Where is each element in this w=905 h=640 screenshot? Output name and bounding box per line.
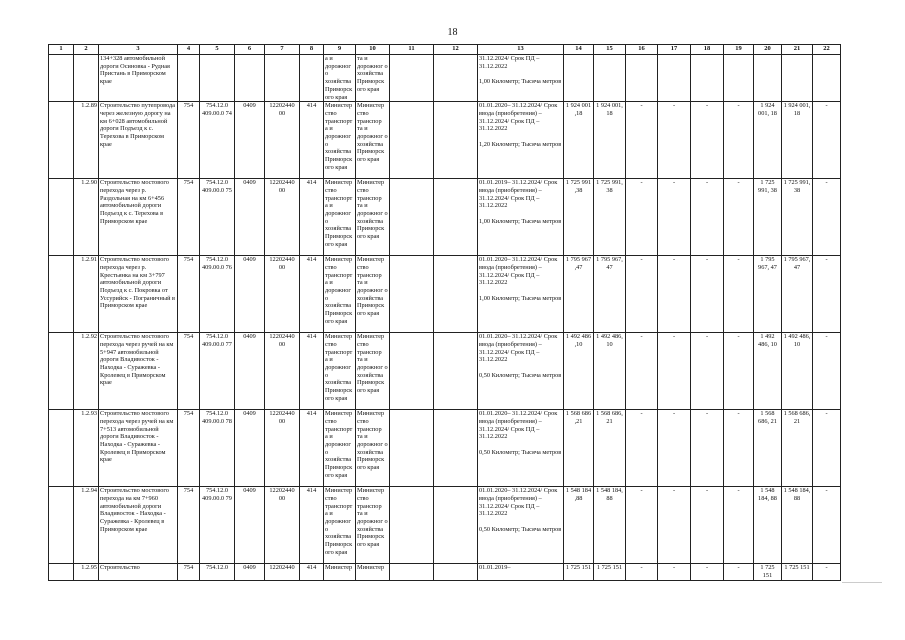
cell-v15: 1 548 184, 88 (594, 487, 626, 564)
column-header-18: 18 (691, 45, 724, 55)
cell-v18: - (691, 102, 724, 179)
scan-artifact-line (842, 582, 882, 583)
cell-name: 134+328 автомобильной дороги Осиновка - Рудная Пристань в Приморском крае (99, 55, 178, 102)
cell-v18 (691, 55, 724, 102)
cell-c8: 414 (300, 564, 324, 580)
column-header-15: 15 (594, 45, 626, 55)
cell-name: Строительство мостового перехода через ручей на км 5+947 автомобильной дороги Владивосток - Находка - Суражевка - Кролевец в Приморском крае (99, 333, 178, 410)
cell-name: Строительство мостового перехода через р. Крестьянка на км 3+797 автомобильной дороги Подъезд к с. Покровка от Уссурийск - Пограничный в Приморском крае (99, 256, 178, 333)
cell-c8 (300, 55, 324, 102)
cell-v14: 1 492 486 ,10 (564, 333, 594, 410)
investment-table (48, 44, 841, 581)
cell-v17: - (658, 487, 691, 564)
cell-c6: 0409 (235, 333, 265, 410)
table-row (49, 333, 841, 410)
cell-v14: 1 924 001 ,18 (564, 102, 594, 179)
cell-period: 01.01.2020– 31.12.2024/ Срок ввода (приобретения) – 31.12.2024/ Срок ПД – 31.12.2022 (479, 256, 558, 287)
cell-period-capacity (478, 410, 564, 487)
cell-v16: - (626, 487, 658, 564)
cell-c7: 12202440 00 (265, 179, 300, 256)
column-header-5: 5 (200, 45, 235, 55)
cell-period: 01.01.2020– 31.12.2024/ Срок ввода (приобретения) – 31.12.2024/ Срок ПД – 31.12.2022 (479, 410, 558, 441)
cell-v16: - (626, 179, 658, 256)
column-header-2: 2 (74, 45, 99, 55)
cell-v22: - (813, 487, 841, 564)
cell-c10: Министер ство транспор та и дорожног о хозяйства Приморск ого края (356, 102, 390, 179)
cell-c10: Министер ство транспор та и дорожног о хозяйства Приморск ого края (356, 256, 390, 333)
column-header-13: 13 (478, 45, 564, 55)
cell-v21: 1 725 151 (782, 564, 813, 580)
cell-v14: 1 568 686 ,21 (564, 410, 594, 487)
cell-capacity: 1,00 Километр; Тысяча метров (479, 217, 562, 225)
cell-col-1 (49, 102, 74, 179)
cell-c9: Министер ство транспорт а и дорожног о хозяйства Приморск ого края (324, 410, 356, 487)
cell-v15 (594, 55, 626, 102)
cell-v17 (658, 55, 691, 102)
column-header-20: 20 (754, 45, 782, 55)
cell-c9: Министер ство транспорт а и дорожног о хозяйства Приморск ого края (324, 333, 356, 410)
cell-c8: 414 (300, 102, 324, 179)
cell-c5: 754.12.0 409.00.0 78 (200, 410, 235, 487)
cell-c6: 0409 (235, 487, 265, 564)
line-gap (479, 364, 562, 372)
cell-col-1 (49, 564, 74, 580)
cell-v19: - (724, 256, 754, 333)
cell-c7: 12202440 00 (265, 102, 300, 179)
cell-empty (390, 333, 434, 410)
cell-v20: 1 568 686, 21 (754, 410, 782, 487)
cell-v19: - (724, 333, 754, 410)
cell-v22: - (813, 410, 841, 487)
cell-c10: Министер ство транспор та и дорожног о хозяйства Приморск ого края (356, 487, 390, 564)
cell-v17: - (658, 102, 691, 179)
cell-c5: 754.12.0 409.00.0 79 (200, 487, 235, 564)
line-gap (479, 70, 562, 78)
column-header-10: 10 (356, 45, 390, 55)
cell-v22: - (813, 102, 841, 179)
cell-col-1 (49, 410, 74, 487)
cell-c5: 754.12.0 (200, 564, 235, 580)
line-gap (479, 518, 562, 526)
cell-v16: - (626, 333, 658, 410)
cell-v21: 1 492 486, 10 (782, 333, 813, 410)
cell-capacity: 0,50 Километр; Тысяча метров (479, 448, 562, 456)
cell-v16: - (626, 102, 658, 179)
cell-v20 (754, 55, 782, 102)
cell-v21: 1 725 991, 38 (782, 179, 813, 256)
cell-c6: 0409 (235, 564, 265, 580)
cell-c5: 754.12.0 409.00.0 74 (200, 102, 235, 179)
column-header-14: 14 (564, 45, 594, 55)
cell-col-1 (49, 333, 74, 410)
cell-v19: - (724, 102, 754, 179)
cell-v16: - (626, 410, 658, 487)
cell-v21: 1 548 184, 88 (782, 487, 813, 564)
cell-period-capacity (478, 564, 564, 580)
cell-v20: 1 924 001, 18 (754, 102, 782, 179)
cell-v22: - (813, 564, 841, 580)
cell-v21: 1 568 686, 21 (782, 410, 813, 487)
cell-c5: 754.12.0 409.00.0 76 (200, 256, 235, 333)
cell-capacity: 1,20 Километр; Тысяча метров (479, 140, 562, 148)
table-row (49, 179, 841, 256)
line-gap (479, 287, 562, 295)
cell-v20: 1 492 486, 10 (754, 333, 782, 410)
cell-c7: 12202440 00 (265, 410, 300, 487)
cell-c7: 12202440 00 (265, 333, 300, 410)
cell-v16 (626, 55, 658, 102)
cell-col-1 (49, 55, 74, 102)
cell-v16: - (626, 564, 658, 580)
cell-empty (390, 179, 434, 256)
cell-c8: 414 (300, 179, 324, 256)
cell-c9: Министер ство транспорт а и дорожног о хозяйства Приморск ого края (324, 179, 356, 256)
cell-c4 (178, 55, 200, 102)
column-header-11: 11 (390, 45, 434, 55)
cell-empty (434, 487, 478, 564)
cell-v20: 1 548 184, 88 (754, 487, 782, 564)
cell-capacity: 1,00 Километр; Тысяча метров (479, 78, 562, 86)
cell-v18: - (691, 487, 724, 564)
column-header-21: 21 (782, 45, 813, 55)
cell-c7: 12202440 00 (265, 256, 300, 333)
cell-v15: 1 492 486, 10 (594, 333, 626, 410)
cell-c9: Министер ство транспорт а и дорожног о хозяйства Приморск ого края (324, 256, 356, 333)
cell-v14: 1 795 967 ,47 (564, 256, 594, 333)
cell-period: 01.01.2020– 31.12.2024/ Срок ввода (приобретения) – 31.12.2024/ Срок ПД – 31.12.2022 (479, 487, 558, 518)
cell-period-capacity (478, 256, 564, 333)
cell-empty (434, 55, 478, 102)
cell-period-capacity (478, 102, 564, 179)
cell-c4: 754 (178, 487, 200, 564)
table-row (49, 55, 841, 102)
cell-period: 01.01.2020– 31.12.2024/ Срок ввода (приобретения) – 31.12.2024/ Срок ПД – 31.12.2022 (479, 102, 558, 133)
cell-c4: 754 (178, 179, 200, 256)
cell-period-capacity (478, 179, 564, 256)
cell-capacity: 0,50 Километр; Тысяча метров (479, 525, 562, 533)
cell-name: Строительство (99, 564, 178, 580)
cell-num: 1.2.91 (74, 256, 99, 333)
cell-c4: 754 (178, 256, 200, 333)
cell-name: Строительство мостового перехода через ручей на км 7+513 автомобильной дороги Владивосток - Находка - Суражевка - Кролевец в Приморском крае (99, 410, 178, 487)
cell-empty (390, 102, 434, 179)
cell-c7: 12202440 00 (265, 487, 300, 564)
cell-num (74, 55, 99, 102)
cell-v16: - (626, 256, 658, 333)
cell-period: 01.01.2019– (479, 564, 511, 572)
cell-c10: Министер (356, 564, 390, 580)
cell-v15: 1 795 967, 47 (594, 256, 626, 333)
cell-empty (434, 564, 478, 580)
page-number: 18 (447, 27, 458, 38)
cell-col-1 (49, 256, 74, 333)
cell-v19: - (724, 179, 754, 256)
cell-c10: Министер ство транспор та и дорожног о хозяйства Приморск ого края (356, 410, 390, 487)
cell-period-capacity (478, 487, 564, 564)
cell-c8: 414 (300, 487, 324, 564)
cell-v20: 1 725 991, 38 (754, 179, 782, 256)
cell-c5 (200, 55, 235, 102)
cell-c8: 414 (300, 410, 324, 487)
cell-num: 1.2.90 (74, 179, 99, 256)
cell-col-1 (49, 487, 74, 564)
table-row (49, 410, 841, 487)
cell-empty (434, 256, 478, 333)
line-gap (479, 441, 562, 449)
cell-empty (434, 102, 478, 179)
cell-period: 31.12.2024/ Срок ПД – 31.12.2022 (479, 55, 540, 70)
cell-v15: 1 568 686, 21 (594, 410, 626, 487)
cell-name: Строительство мостового перехода на км 7+960 автомобильной дороги Владивосток - Находка - Суражевка - Кролевец в Приморском крае (99, 487, 178, 564)
cell-v22: - (813, 333, 841, 410)
cell-empty (434, 410, 478, 487)
cell-v15: 1 725 151 (594, 564, 626, 580)
cell-v19: - (724, 487, 754, 564)
cell-v21 (782, 55, 813, 102)
cell-v14: 1 548 184 ,88 (564, 487, 594, 564)
cell-v22: - (813, 256, 841, 333)
cell-v22 (813, 55, 841, 102)
cell-c6 (235, 55, 265, 102)
cell-num: 1.2.95 (74, 564, 99, 580)
cell-v18: - (691, 410, 724, 487)
cell-period-capacity (478, 55, 564, 102)
cell-c4: 754 (178, 102, 200, 179)
line-gap (479, 133, 562, 141)
cell-c6: 0409 (235, 256, 265, 333)
cell-empty (390, 55, 434, 102)
cell-v17: - (658, 410, 691, 487)
cell-c7 (265, 55, 300, 102)
cell-v14: 1 725 991 ,38 (564, 179, 594, 256)
cell-c4: 754 (178, 333, 200, 410)
cell-col-1 (49, 179, 74, 256)
cell-v15: 1 924 001, 18 (594, 102, 626, 179)
cell-empty (390, 487, 434, 564)
cell-c9: Министер ство транспорт а и дорожног о хозяйства Приморск ого края (324, 102, 356, 179)
cell-c10: Министер ство транспор та и дорожног о хозяйства Приморск ого края (356, 179, 390, 256)
column-header-19: 19 (724, 45, 754, 55)
cell-v21: 1 924 001, 18 (782, 102, 813, 179)
cell-name: Строительство мостового перехода через р. Раздольная на км 6+456 автомобильной дороги Подъезд к с. Терехова в Приморском крае (99, 179, 178, 256)
column-header-3: 3 (99, 45, 178, 55)
cell-v18: - (691, 333, 724, 410)
cell-c4: 754 (178, 410, 200, 487)
column-number-row (49, 45, 841, 55)
cell-v15: 1 725 991, 38 (594, 179, 626, 256)
cell-v19: - (724, 410, 754, 487)
table-row (49, 102, 841, 179)
column-header-17: 17 (658, 45, 691, 55)
column-header-9: 9 (324, 45, 356, 55)
cell-c5: 754.12.0 409.00.0 77 (200, 333, 235, 410)
line-gap (479, 210, 562, 218)
cell-c6: 0409 (235, 410, 265, 487)
cell-c5: 754.12.0 409.00.0 75 (200, 179, 235, 256)
cell-v17: - (658, 179, 691, 256)
column-header-1: 1 (49, 45, 74, 55)
cell-v18: - (691, 256, 724, 333)
cell-empty (390, 256, 434, 333)
cell-v22: - (813, 179, 841, 256)
table-row (49, 487, 841, 564)
cell-c9: а и дорожног о хозяйства Приморск ого края (324, 55, 356, 102)
column-header-12: 12 (434, 45, 478, 55)
cell-v18: - (691, 179, 724, 256)
cell-v20: 1 725 151 (754, 564, 782, 580)
cell-period: 01.01.2020– 31.12.2024/ Срок ввода (приобретения) – 31.12.2024/ Срок ПД – 31.12.2022 (479, 333, 558, 364)
cell-v19 (724, 55, 754, 102)
cell-v14: 1 725 151 (564, 564, 594, 580)
column-header-6: 6 (235, 45, 265, 55)
table-row (49, 564, 841, 580)
cell-period-capacity (478, 333, 564, 410)
cell-c8: 414 (300, 333, 324, 410)
cell-num: 1.2.94 (74, 487, 99, 564)
cell-v18: - (691, 564, 724, 580)
cell-v21: 1 795 967, 47 (782, 256, 813, 333)
cell-v14 (564, 55, 594, 102)
column-header-8: 8 (300, 45, 324, 55)
cell-num: 1.2.92 (74, 333, 99, 410)
column-header-16: 16 (626, 45, 658, 55)
cell-capacity: 1,00 Километр; Тысяча метров (479, 294, 562, 302)
cell-c8: 414 (300, 256, 324, 333)
cell-empty (390, 564, 434, 580)
column-header-4: 4 (178, 45, 200, 55)
table-row (49, 256, 841, 333)
cell-v17: - (658, 333, 691, 410)
cell-c10: та и дорожног о хозяйства Приморск ого края (356, 55, 390, 102)
cell-period: 01.01.2019– 31.12.2024/ Срок ввода (приобретения) – 31.12.2024/ Срок ПД – 31.12.2022 (479, 179, 558, 210)
cell-c6: 0409 (235, 179, 265, 256)
column-header-7: 7 (265, 45, 300, 55)
column-header-22: 22 (813, 45, 841, 55)
cell-c4: 754 (178, 564, 200, 580)
cell-c7: 12202440 (265, 564, 300, 580)
cell-v20: 1 795 967, 47 (754, 256, 782, 333)
cell-empty (434, 179, 478, 256)
cell-c9: Министер ство транспорт а и дорожног о хозяйства Приморск ого края (324, 487, 356, 564)
cell-num: 1.2.93 (74, 410, 99, 487)
cell-v17: - (658, 256, 691, 333)
cell-c6: 0409 (235, 102, 265, 179)
cell-v19: - (724, 564, 754, 580)
cell-name: Строительство путепровода через железную дорогу на км 6+028 автомобильной дороги Подъезд к с. Терехова в Приморском крае (99, 102, 178, 179)
cell-v17: - (658, 564, 691, 580)
cell-c10: Министер ство транспор та и дорожног о хозяйства Приморск ого края (356, 333, 390, 410)
cell-num: 1.2.89 (74, 102, 99, 179)
cell-empty (390, 410, 434, 487)
cell-capacity: 0,50 Километр; Тысяча метров (479, 371, 562, 379)
cell-c9: Министер (324, 564, 356, 580)
cell-empty (434, 333, 478, 410)
